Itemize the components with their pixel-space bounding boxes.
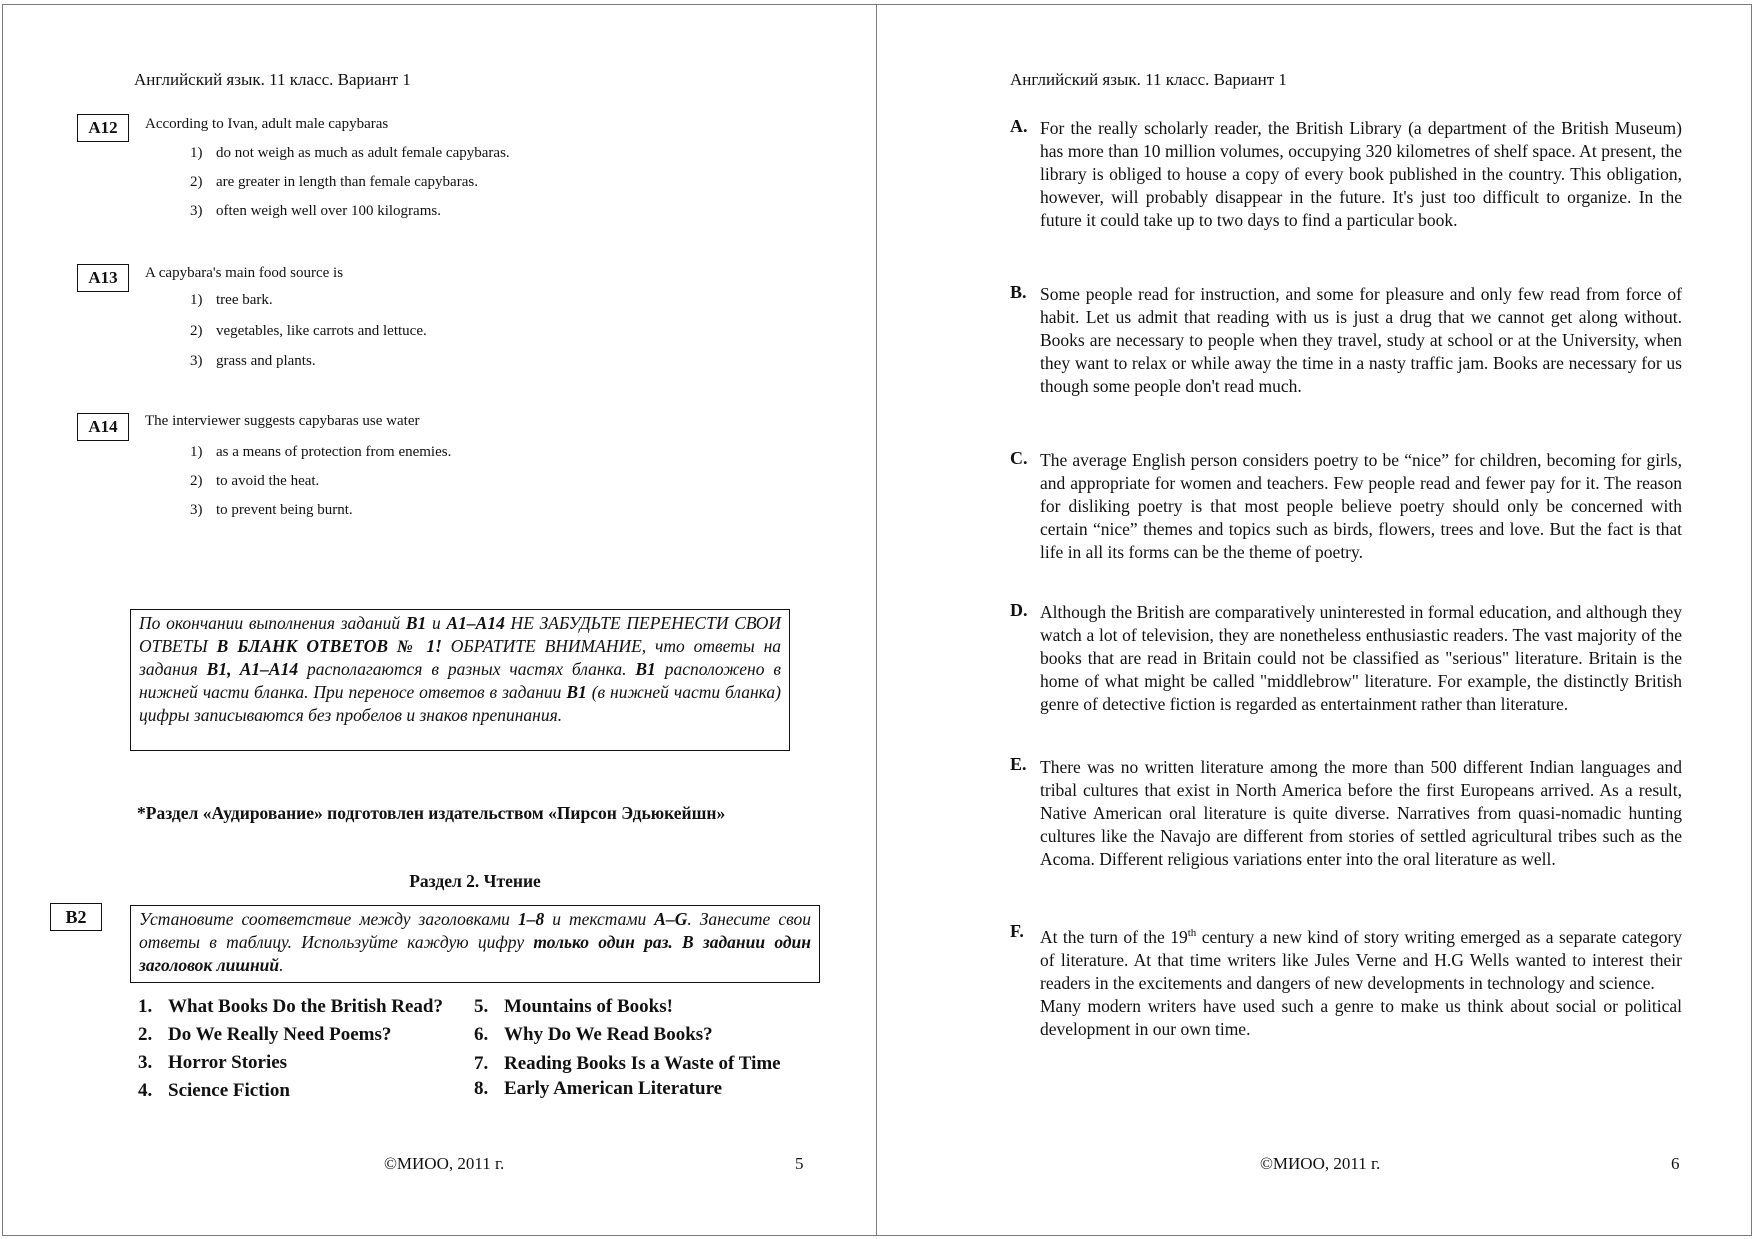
option-a12-3: 3) often weigh well over 100 kilograms. — [190, 203, 441, 219]
headline-item: 1. What Books Do the British Read? — [138, 996, 443, 1017]
left-copyright: ©МИОО, 2011 г. — [384, 1154, 505, 1173]
option-a14-1: 1) as a means of protection from enemies. — [190, 444, 452, 460]
text-passage-e: There was no written literature among the more than 500 different Indian languages and tribal cultures that exist in North America before the first Europeans arrived. As a result, Native American oral literature is quite diverse. Narratives from quasi-nomadic hunting cultures like the Navajo are different from stories of settled agricultural tribes such as the Acoma. Different religious variations enter into the oral literature as well. — [1040, 757, 1682, 869]
option-a13-3: 3) grass and plants. — [190, 353, 316, 369]
headline-item: 4. Science Fiction — [138, 1080, 290, 1101]
task-label-b2: B2 — [50, 903, 102, 931]
text-passage-a: For the really scholarly reader, the British Library (a department of the British Museum) has more than 10 million volumes, occupying 320 kilometres of shelf space. At present, the library is obliged to house a copy of every book published in the country. This obligation, however, will probably disappear in the future. It's just too difficult to organize. In the future it could take up to two days to find a particular book. — [1040, 118, 1682, 230]
option-a14-2: 2) to avoid the heat. — [190, 473, 320, 489]
publisher-note: *Раздел «Аудирование» подготовлен издательством «Пирсон Эдьюкейшн» — [137, 803, 726, 823]
left-page-number: 5 — [795, 1154, 804, 1173]
left-page-header: Английский язык. 11 класс. Вариант 1 — [134, 70, 411, 89]
question-label-a13: A13 — [77, 264, 129, 292]
section-title: Раздел 2. Чтение — [409, 871, 541, 891]
question-stem-a14: The interviewer suggests capybaras use water — [145, 413, 420, 429]
text-passage-f: At the turn of the 19th century a new kind of story writing emerged as a separate category of literature. At that time writers like Jules Verne and H.G Wells wanted to interest their readers in the excitements and dangers of new developments in technology and science. Many modern writers have used such a genre to make us think about social or political development in our own time. — [1040, 926, 1682, 1039]
option-a14-3: 3) to prevent being burnt. — [190, 502, 353, 518]
option-a12-2: 2) are greater in length than female capybaras. — [190, 174, 478, 190]
headline-item: 6. Why Do We Read Books? — [474, 1024, 713, 1045]
option-a13-2: 2) vegetables, like carrots and lettuce. — [190, 323, 427, 339]
text-passage-c: The average English person considers poetry to be “nice” for children, becoming for girls, and appropriate for women and teachers. Few people read and fewer pay for it. The reason for disliking poetry is that most people believe poetry should only be concerned with certain “nice” themes and topics such as birds, flowers, trees and love. But the fact is that life in all its forms can be the theme of poetry. — [1040, 450, 1682, 562]
text-letter-a: A. — [1010, 116, 1028, 136]
text-letter-d: D. — [1010, 600, 1028, 620]
b2-instructions: Установите соответствие между заголовками 1–8 и текстами A–G. Занесите свои ответы в таблицу. Используйте каждую цифру только один раз. В задании один заголовок лишний. — [130, 905, 820, 983]
text-letter-f: F. — [1010, 921, 1024, 941]
question-label-a12: A12 — [77, 114, 129, 142]
transfer-answers-notice: По окончании выполнения заданий B1 и A1–A14 НЕ ЗАБУДЬТЕ ПЕРЕНЕСТИ СВОИ ОТВЕТЫ В БЛАНК ОТВЕТОВ № 1! ОБРАТИТЕ ВНИМАНИЕ, что ответы на задания B1, A1–A14 располагаются в разных частях бланка. B1 расположено в нижней части бланка. При переносе ответов в задании B1 (в нижней части бланка) цифры записываются без пробелов и знаков препинания. — [130, 609, 790, 751]
headline-item: 7. Reading Books Is a Waste of Time — [474, 1053, 781, 1074]
option-a12-1: 1) do not weigh as much as adult female capybaras. — [190, 145, 510, 161]
text-letter-b: B. — [1010, 282, 1027, 302]
right-page-header: Английский язык. 11 класс. Вариант 1 — [1010, 70, 1287, 89]
text-passage-d: Although the British are comparatively uninterested in formal education, and although they watch a lot of television, they are nonetheless enthusiastic readers. The vast majority of the books that are read in Britain could not be classified as "serious" literature. Britain is the home of what might be called "middlebrow" literature. For example, the distinctly British genre of detective fiction is regarded as entertainment rather than literature. — [1040, 602, 1682, 714]
question-stem-a12: According to Ivan, adult male capybaras — [145, 116, 389, 132]
headline-item: 8. Early American Literature — [474, 1078, 723, 1099]
headline-item: 3. Horror Stories — [138, 1052, 288, 1073]
question-stem-a13: A capybara's main food source is — [145, 265, 344, 281]
right-page-number: 6 — [1671, 1154, 1680, 1173]
question-label-a14: A14 — [77, 413, 129, 441]
right-copyright: ©МИОО, 2011 г. — [1260, 1154, 1381, 1173]
option-a13-1: 1) tree bark. — [190, 292, 273, 308]
headline-item: 2. Do We Really Need Poems? — [138, 1024, 392, 1045]
text-passage-b: Some people read for instruction, and some for pleasure and only few read from force of habit. Let us admit that reading with us is just a drug that we cannot get along without. Books are necessary to people when they travel, study at school or at the University, when they want to relax or while away the time in a nasty traffic jam. Books are necessary for us though some people don't read much. — [1040, 284, 1682, 396]
text-letter-e: E. — [1010, 754, 1027, 774]
headline-item: 5. Mountains of Books! — [474, 996, 673, 1017]
text-letter-c: C. — [1010, 448, 1028, 468]
